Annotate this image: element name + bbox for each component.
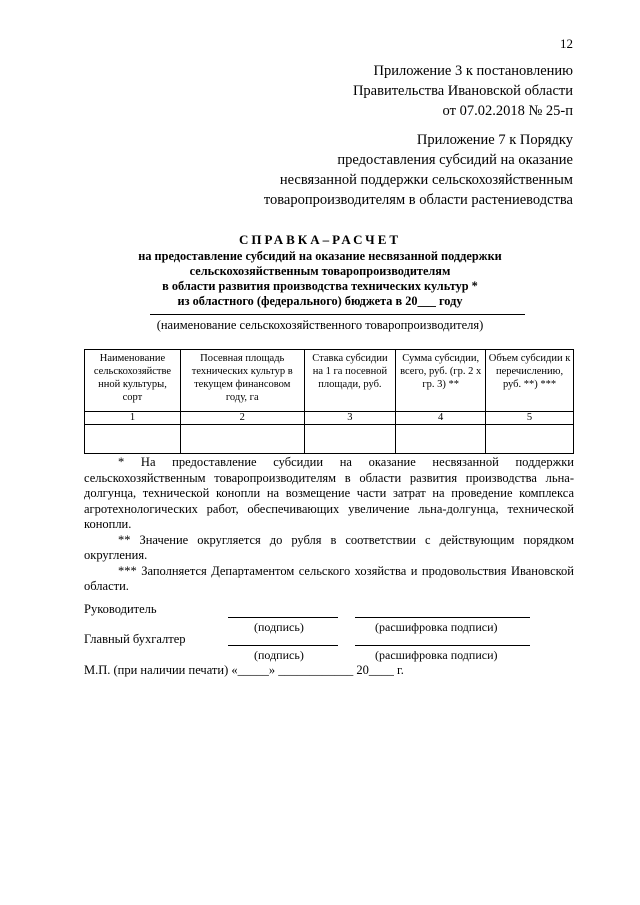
table-header-row [85,350,574,412]
decode-caption: (расшифровка подписи) [375,648,498,662]
appendix-7-line: несвязанной поддержки сельскохозяйственным [279,172,573,188]
table-cell[interactable] [304,425,396,454]
appendix-3-line: от 07.02.2018 № 25-п [442,103,573,119]
header-cell: Посевная площадь технических культур в текущем финансовом году, га [180,350,304,412]
subtitle-line: из областного (федерального) бюджета в 20___ году [177,294,463,308]
signature-caption: (подпись) [254,648,304,662]
head-decode-line[interactable] [355,617,530,618]
document-title: СПРАВКА–РАСЧЕТ [238,232,402,247]
footnote: *** Заполняется Департаментом сельского хозяйства и продовольствия Ивановской области. [84,563,574,593]
table-cell[interactable] [486,425,574,454]
appendix-7-line: товаропроизводителям в области растениеводства [263,192,573,208]
table-cell[interactable] [180,425,304,454]
appendix-3-line: Приложение 3 к постановлению [373,63,573,79]
subtitle-line: на предоставление субсидий на оказание несвязанной поддержки [138,249,502,263]
appendix-7-line: предоставления субсидий на оказание [337,152,573,168]
header-cell: Сумма субсидии, всего, руб. (гр. 2 х гр. 3) ** [396,350,486,412]
accountant-decode-line[interactable] [355,645,530,646]
column-number: 5 [486,412,574,425]
document-subtitle [60,249,580,309]
appendix-3-block [353,61,573,121]
producer-name-line [150,314,525,315]
signature-caption: (подпись) [254,620,304,634]
page-number: 12 [560,36,573,51]
accountant-signature-line[interactable] [228,645,338,646]
column-number: 2 [180,412,304,425]
appendix-7-block [264,130,573,210]
calculation-table [84,349,574,454]
appendix-3-line: Правительства Ивановской области [352,83,573,99]
subtitle-line: в области развития производства технических культур * [162,279,478,293]
footnote: * На предоставление субсидии на оказание несвязанной поддержки сельскохозяйственным товаропроизводителям в области развития производства льна-долгунца, технической конопли на возмещение части затрат на проведение комплекса агротехнологических работ, обеспечивающих увеличение льна-долгунца, технической конопли. [84,455,574,531]
seal-date-line: М.П. (при наличии печати) «_____» ____________ 20____ г. [84,663,404,677]
decode-caption: (расшифровка подписи) [375,620,498,634]
accountant-label: Главный бухгалтер [84,632,186,646]
head-label: Руководитель [84,602,157,616]
producer-caption: (наименование сельскохозяйственного товаропроизводителя) [156,318,484,332]
footnotes [84,455,574,595]
header-cell: Наименование сельскохозяйстве нной культуры, сорт [85,350,181,412]
header-cell: Ставка субсидии на 1 га посевной площади, руб. [304,350,396,412]
table-number-row [85,412,574,425]
footnote: ** Значение округляется до рубля в соответствии с действующим порядком округления. [84,532,574,562]
column-number: 3 [304,412,396,425]
head-signature-line[interactable] [228,617,338,618]
appendix-7-line: Приложение 7 к Порядку [416,132,573,148]
header-cell: Объем субсидии к перечислению, руб. **) *** [486,350,574,412]
table-cell[interactable] [85,425,181,454]
table-cell[interactable] [396,425,486,454]
subtitle-line: сельскохозяйственным товаропроизводителям [189,264,451,278]
table-row [85,425,574,454]
column-number: 4 [396,412,486,425]
column-number: 1 [85,412,181,425]
